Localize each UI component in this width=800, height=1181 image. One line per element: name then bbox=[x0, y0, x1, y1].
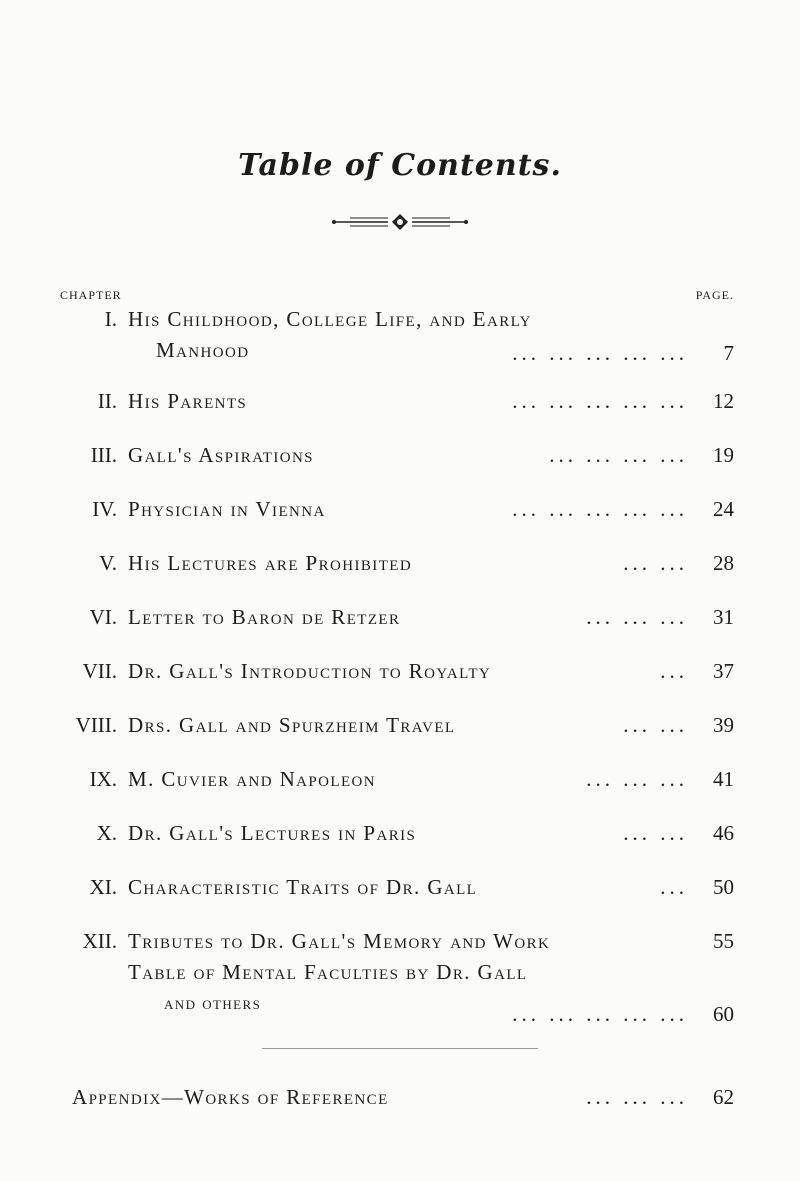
chapter-title: Letter to Baron de Retzer bbox=[128, 605, 401, 629]
divider-rule bbox=[262, 1048, 538, 1049]
toc-entry bbox=[0, 875, 800, 929]
toc-entry bbox=[0, 551, 800, 605]
page-number: 55 bbox=[713, 929, 734, 953]
page-number: 19 bbox=[713, 443, 734, 467]
faculties-title-continued: and others bbox=[164, 993, 262, 1013]
chapter-number: X. bbox=[96, 821, 117, 845]
page-number: 41 bbox=[713, 767, 734, 791]
chapter-number: III. bbox=[90, 443, 117, 467]
chapter-title: Dr. Gall's Lectures in Paris bbox=[128, 821, 417, 845]
faculties-title: Table of Mental Faculties by Dr. Gall bbox=[128, 960, 528, 984]
chapter-column-header: CHAPTER bbox=[60, 288, 122, 302]
chapter-title: Tributes to Dr. Gall's Memory and Work bbox=[128, 929, 551, 953]
page-number: 28 bbox=[713, 551, 734, 575]
leader-dots: ... ... bbox=[623, 821, 688, 845]
chapter-number: VI. bbox=[89, 605, 117, 629]
faculties-entry bbox=[128, 960, 527, 1014]
chapter-title: Physician in Vienna bbox=[128, 497, 326, 521]
leader-dots: ... bbox=[660, 875, 688, 899]
leader-dots: ... ... ... bbox=[586, 1085, 688, 1109]
toc-entry bbox=[0, 307, 800, 389]
leader-dots: ... ... ... bbox=[586, 767, 688, 791]
contents-list bbox=[0, 307, 800, 983]
chapter-number: IX. bbox=[89, 767, 117, 791]
toc-entry bbox=[0, 497, 800, 551]
page-title: Table of Contents. bbox=[238, 148, 562, 183]
page-number: 62 bbox=[713, 1085, 734, 1109]
ornament-divider bbox=[330, 210, 470, 234]
page-number: 50 bbox=[713, 875, 734, 899]
chapter-title-continued: Manhood bbox=[156, 338, 250, 362]
chapter-number: XI. bbox=[89, 875, 117, 899]
chapter-number: XII. bbox=[82, 929, 117, 953]
leader-dots: ... ... bbox=[623, 551, 688, 575]
leader-dots: ... ... ... ... ... bbox=[512, 341, 688, 365]
page-number: 7 bbox=[723, 341, 734, 365]
page-number: 31 bbox=[713, 605, 734, 629]
toc-entry bbox=[0, 767, 800, 821]
page-number: 12 bbox=[713, 389, 734, 413]
page-number: 46 bbox=[713, 821, 734, 845]
chapter-number: VII. bbox=[82, 659, 117, 683]
toc-entry bbox=[0, 713, 800, 767]
chapter-number: VIII. bbox=[75, 713, 117, 737]
leader-dots: ... ... ... bbox=[586, 605, 688, 629]
page-number: 37 bbox=[713, 659, 734, 683]
chapter-title: Characteristic Traits of Dr. Gall bbox=[128, 875, 478, 899]
toc-entry bbox=[0, 389, 800, 443]
toc-entry bbox=[0, 443, 800, 497]
chapter-number: II. bbox=[97, 389, 117, 413]
appendix-title: Appendix—Works of Reference bbox=[72, 1085, 389, 1109]
leader-dots: ... ... ... ... ... bbox=[512, 389, 688, 413]
chapter-title: Drs. Gall and Spurzheim Travel bbox=[128, 713, 456, 737]
page-number: 60 bbox=[713, 1002, 734, 1026]
page-number: 39 bbox=[713, 713, 734, 737]
chapter-number: V. bbox=[99, 551, 117, 575]
leader-dots: ... ... ... ... bbox=[549, 443, 688, 467]
page-column-header: PAGE. bbox=[695, 288, 734, 302]
chapter-title: Dr. Gall's Introduction to Royalty bbox=[128, 659, 492, 683]
leader-dots: ... ... ... ... ... bbox=[512, 497, 688, 521]
toc-entry bbox=[0, 659, 800, 713]
chapter-number: I. bbox=[104, 307, 117, 331]
toc-entry bbox=[0, 605, 800, 659]
page-number: 24 bbox=[713, 497, 734, 521]
chapter-title: M. Cuvier and Napoleon bbox=[128, 767, 376, 791]
chapter-title-line: His Childhood, College Life, and Early bbox=[128, 307, 532, 331]
chapter-title: His Parents bbox=[128, 389, 248, 413]
toc-entry bbox=[0, 821, 800, 875]
leader-dots: ... ... ... ... ... bbox=[512, 1002, 688, 1026]
chapter-number: IV. bbox=[92, 497, 117, 521]
chapter-title: Gall's Aspirations bbox=[128, 443, 314, 467]
leader-dots: ... bbox=[660, 659, 688, 683]
chapter-title: His Lectures are Prohibited bbox=[128, 551, 413, 575]
chapter-title bbox=[128, 307, 532, 363]
leader-dots: ... ... bbox=[623, 713, 688, 737]
